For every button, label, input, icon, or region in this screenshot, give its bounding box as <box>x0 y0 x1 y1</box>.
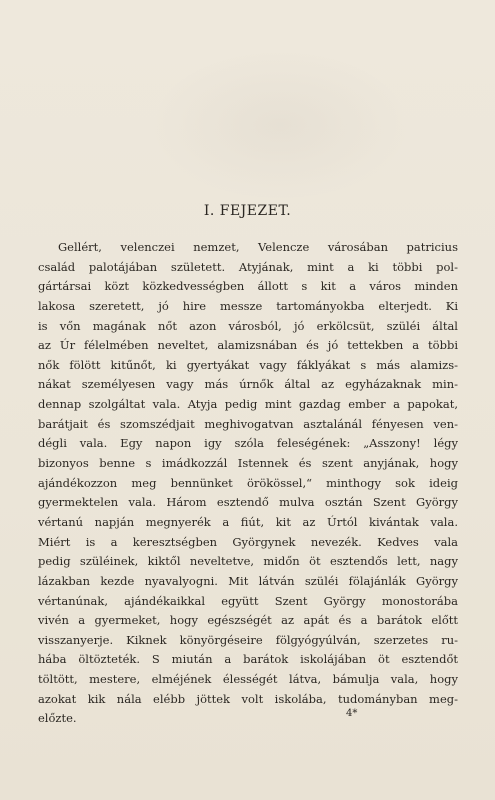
chapter-paragraph <box>38 238 458 729</box>
text-line: töltött, mestere, elméjének élességét látva, bámulja vala, hogy <box>38 672 458 687</box>
text-line: gyermektelen vala. Három esztendő mulva osztán Szent György <box>38 495 458 510</box>
text-line: lakosa szeretett, jó hire messze tartományokba elterjedt. Ki <box>38 298 458 313</box>
show-through-shadow <box>150 50 410 200</box>
text-line: visszanyerje. Kiknek könyörgéseire fölgyógyúlván, szerzetes ru- <box>38 632 458 647</box>
text-line: bizonyos benne s imádkozzál Istennek és szent anyjának, hogy <box>38 456 458 471</box>
text-line: Gellért, velenczei nemzet, Velencze városában patricius <box>58 240 458 254</box>
text-line: előzte. <box>38 711 77 726</box>
text-line: dégli vala. Egy napon igy szóla feleségének: „Asszony! légy <box>38 436 458 451</box>
text-line: nákat személyesen vagy más úrnők által az egyházaknak min- <box>38 377 458 392</box>
text-line: gártársai közt közkedvességben állott s kit a város minden <box>38 279 458 294</box>
text-line: vivén a gyermeket, hogy egészségét az apát és a barátok előtt <box>38 613 458 628</box>
text-line: hába öltözteték. S miután a barátok iskolájában öt esztendőt <box>38 652 458 667</box>
text-line: vértanúnak, ajándékaikkal együtt Szent György monostorába <box>38 593 458 608</box>
text-line: ajándékozzon meg bennünket örökössel,“ minthogy sok ideig <box>38 475 458 490</box>
text-line: család palotájában született. Atyjának, mint a ki többi pol- <box>38 259 458 274</box>
text-line: barátjait és szomszédjait meghivogatvan asztalánál fényesen ven- <box>38 416 458 431</box>
text-line: is vőn magának nőt azon városból, jó erkölcsüt, szüléi által <box>38 318 458 333</box>
chapter-heading: I. FEJEZET. <box>203 203 292 219</box>
text-line: lázakban kezde nyavalyogni. Mit látván szüléi fölajánlák György <box>38 573 458 588</box>
text-line: Miért is a keresztségben Györgynek nevezék. Kedves vala <box>38 534 458 549</box>
text-line: pedig szüléinek, kiktől neveltetve, midőn öt esztendős lett, nagy <box>38 554 458 569</box>
text-line: nők fölött kitűnőt, ki gyertyákat vagy fáklyákat s más alamizs- <box>38 357 458 372</box>
text-line: az Úr félelmében neveltet, alamizsnában és jó tettekben a többi <box>38 338 458 353</box>
text-line: vértanú napján megnyerék a fiút, kit az Úrtól kivántak vala. <box>38 514 458 529</box>
text-line: azokat kik nála elébb jöttek volt iskolába, tudományban meg- <box>38 691 458 706</box>
signature-mark: 4* <box>346 708 358 719</box>
text-line: dennap szolgáltat vala. Atyja pedig mint gazdag ember a papokat, <box>38 397 458 412</box>
